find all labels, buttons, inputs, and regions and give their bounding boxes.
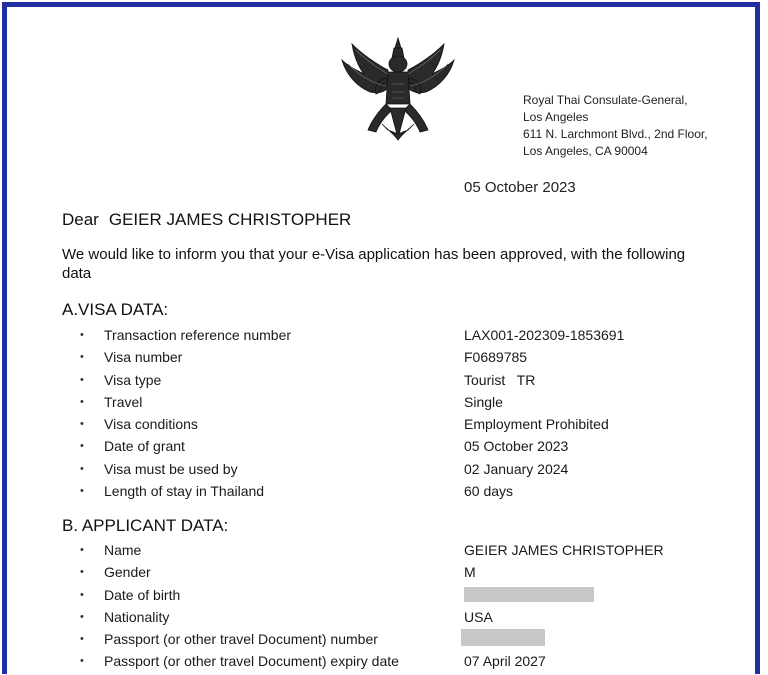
field-label: Visa type [104,371,162,388]
recipient-name: GEIER JAMES CHRISTOPHER [108,210,352,229]
bullet-icon: • [80,418,84,431]
list-item [80,348,740,370]
field-value: 07 April 2027 [464,653,546,670]
field-label: Nationality [104,608,170,625]
address-line: Royal Thai Consulate-General, [523,93,688,107]
redaction-bar [461,629,545,646]
bullet-icon: • [80,566,84,579]
list-item [80,326,740,348]
field-label: Date of grant [104,438,185,455]
bullet-icon: • [80,485,84,498]
field-label: Visa conditions [104,416,198,433]
consulate-address [523,92,708,160]
applicant-data-title: B. APPLICANT DATA: [62,516,229,535]
field-label: Travel [104,393,143,410]
list-item [80,586,740,608]
intro-text: We would like to inform you that your e-Visa application has been approved, with the following data [62,246,686,282]
list-item [80,630,740,652]
salutation: Dear [62,210,99,229]
list-item [80,652,740,674]
visa-data-list [80,326,740,504]
address-line: 611 N. Larchmont Blvd., 2nd Floor, [523,127,708,141]
field-label: Length of stay in Thailand [104,483,265,500]
list-item [80,482,740,504]
bullet-icon: • [80,440,84,453]
field-label: Name [104,542,142,558]
list-item [80,415,740,437]
bullet-icon: • [80,655,84,668]
list-item [80,608,740,630]
field-value: GEIER JAMES CHRISTOPHER [464,542,664,558]
field-label: Passport (or other travel Document) number [104,631,378,648]
visa-data-title: A.VISA DATA: [62,300,169,319]
field-value: 60 days [464,483,514,500]
address-line: Los Angeles [523,110,589,124]
field-label: Visa number [104,349,183,366]
list-item [80,393,740,415]
garuda-emblem-icon [338,34,458,144]
redaction-bar [464,587,594,602]
bullet-icon: • [80,395,84,408]
bullet-icon: • [80,462,84,475]
field-label: Date of birth [104,586,181,603]
field-label: Passport (or other travel Document) expiry date [104,653,399,670]
bullet-icon: • [80,544,84,556]
letter-date: 05 October 2023 [464,179,576,196]
field-value: USA [464,608,493,625]
field-value: LAX001-202309-1853691 [464,327,625,343]
bullet-icon: • [80,633,84,646]
field-label: Visa must be used by [104,460,238,477]
field-label: Gender [104,564,151,581]
field-value: F0689785 [464,349,528,366]
field-value: Single [464,393,503,410]
bullet-icon: • [80,610,84,623]
field-value: 05 October 2023 [464,438,569,455]
bullet-icon: • [80,588,84,601]
applicant-data-list [80,541,740,675]
field-label: Transaction reference number [104,327,292,343]
address-line: Los Angeles, CA 90004 [523,144,648,158]
field-value: Tourist TR [464,371,536,388]
greeting [62,210,351,230]
list-item [80,541,740,563]
field-value: 02 January 2024 [464,460,569,477]
field-value: Employment Prohibited [464,416,609,433]
list-item [80,437,740,459]
list-item [80,563,740,585]
bullet-icon: • [80,373,84,386]
field-value: M [464,564,476,581]
list-item [80,460,740,482]
bullet-icon: • [80,329,84,341]
list-item [80,371,740,393]
bullet-icon: • [80,351,84,364]
